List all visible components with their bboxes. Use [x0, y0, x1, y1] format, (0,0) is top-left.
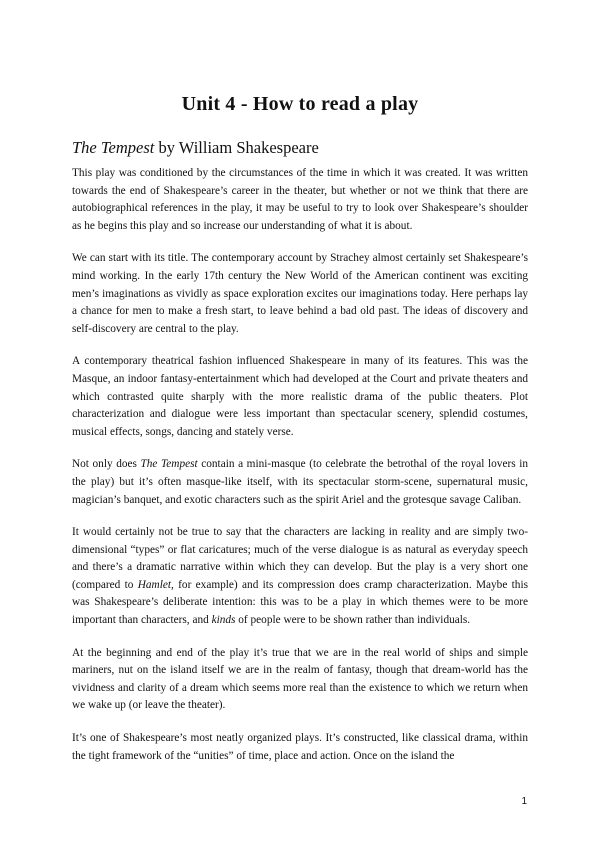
paragraph-4 — [72, 456, 528, 509]
text-run: of people were to be shown rather than individuals. — [235, 614, 471, 627]
work-title: The Tempest — [72, 138, 155, 157]
text-run: A contemporary theatrical fashion influenced Shakespeare in many of its features. This was the Masque, an indoor fantasy-entertainment which had developed at the Court and private theaters and which contrasted quite sharply with the more realistic drama of the public theaters. Plot characterization and dialogue were less important than spectacular scenery, splendid costumes, musical effects, songs, dancing and stately verse. — [72, 355, 528, 438]
paragraph-1 — [72, 165, 528, 235]
text-run: , for example) and its compression does cramp characterization. Maybe this was Shakespeare’s deliberate intention: this was to be a play in which themes were to be more important than characters, and — [72, 578, 528, 627]
text-run: It would certainly not be true to say that the characters are lacking in reality and are simply two-dimensional “types” or flat caricatures; much of the verse dialogue is as natural as everyday speech and there’s a dramatic narrative within which they can develop. But the play is a very short one (compared to — [72, 526, 528, 591]
italic-title: Hamlet — [137, 578, 172, 591]
text-run: We can start with its title. The contemporary account by Strachey almost certainly set Shakespeare’s mind working. In the early 17th century the New World of the American continent was exciting men’s imaginations as vividly as space exploration excites our imaginations today. Here perhaps lay a chance for men to make a fresh start, to leave behind a bad old past. The ideas of discovery and self-discovery are central to the play. — [72, 252, 528, 335]
byline: by William Shakespeare — [154, 138, 319, 157]
text-run: It’s one of Shakespeare’s most neatly organized plays. It’s constructed, like classical drama, within the tight framework of the “unities” of time, place and action. Once on the island the — [72, 732, 528, 762]
page-number: 1 — [521, 796, 527, 807]
section-subtitle — [72, 138, 319, 158]
paragraph-3 — [72, 353, 528, 441]
document-body — [72, 165, 528, 780]
italic-emphasis: kinds — [211, 614, 236, 627]
text-run: contain a mini-masque (to celebrate the betrothal of the royal lovers in the play) but it’s often masque-like itself, with its spectacular storm-scene, supernatural music, magician’s banquet, and exotic characters such as the spirit Ariel and the grotesque savage Caliban. — [72, 458, 529, 506]
paragraph-5 — [72, 524, 528, 630]
text-run: Not only does — [72, 458, 141, 471]
text-run: This play was conditioned by the circumstances of the time in which it was created. It was written towards the end of Shakespeare’s career in the theater, but whether or not we think that there are autobiographical references in the play, it may be useful to try to look over Shakespeare’s shoulder as he begins this play and so increase our understanding of what it is about. — [72, 167, 528, 232]
italic-title: The Tempest — [140, 458, 198, 471]
page-title: Unit 4 - How to read a play — [181, 93, 419, 115]
paragraph-2 — [72, 250, 528, 338]
text-run: At the beginning and end of the play it’s true that we are in the real world of ships and simple mariners, nut on the island itself we are in the realm of fantasy, though that dream-world has the vividness and clarity of a dream which seems more real than the existence to which we return when we wake up (or leave the theater). — [72, 646, 528, 712]
paragraph-6 — [72, 645, 528, 715]
paragraph-7 — [72, 730, 528, 765]
